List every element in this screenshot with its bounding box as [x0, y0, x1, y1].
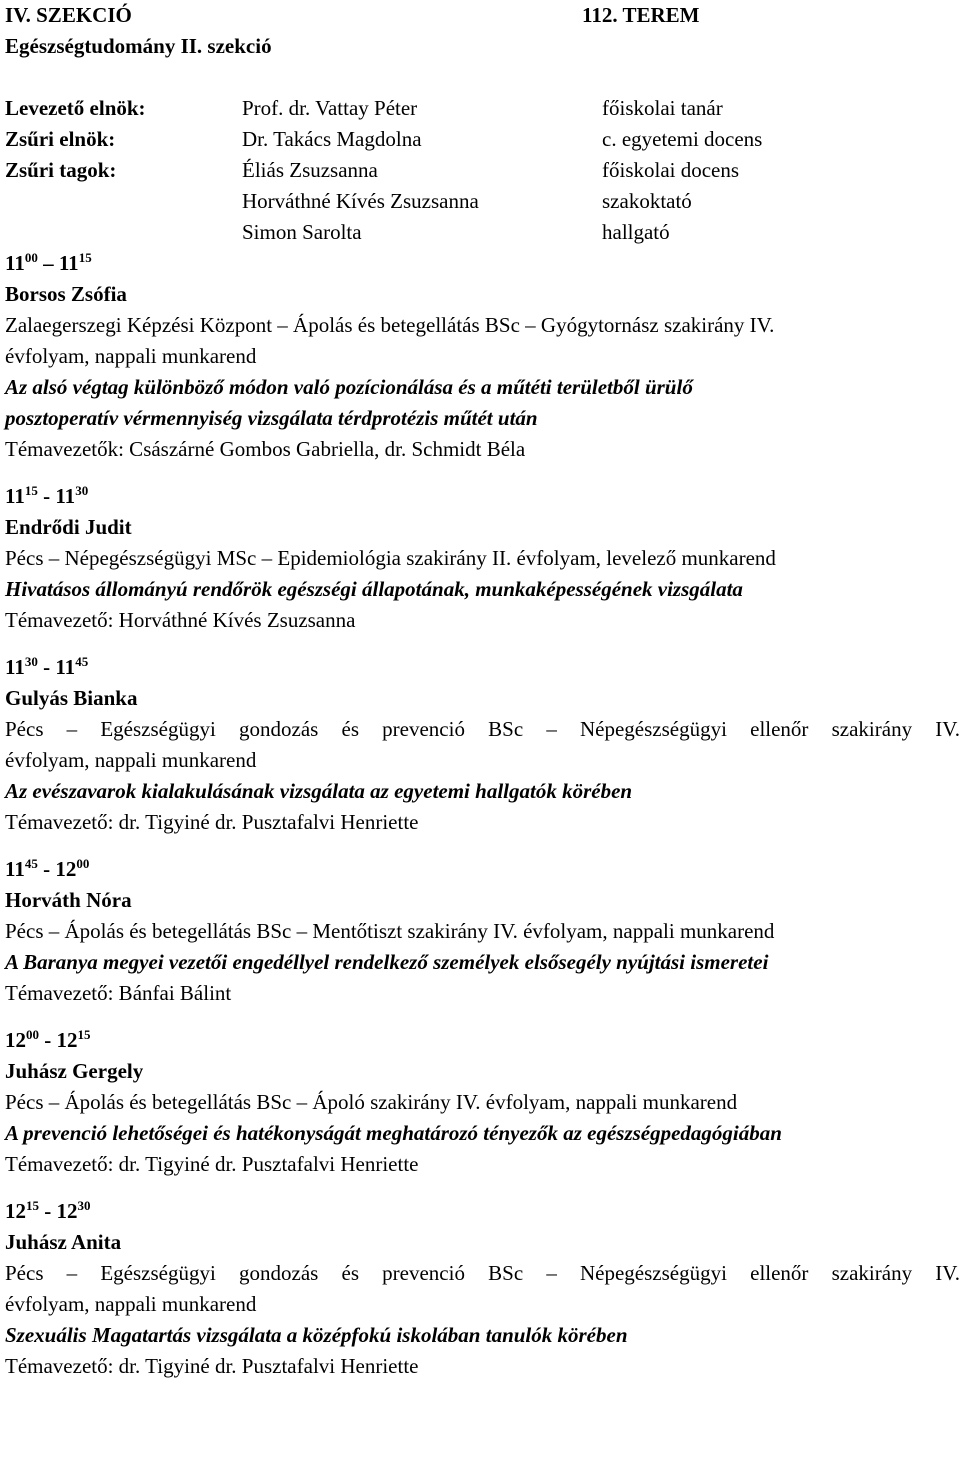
committee-row	[5, 124, 960, 155]
committee-role: Zsűri elnök:	[5, 127, 116, 151]
program-info: Pécs – Egészségügyi gondozás és prevenció BSc – Népegészségügyi ellenőr szakirány IV.	[5, 1261, 960, 1285]
time-slot: $11^{00} - 11^{15}$	[5, 250, 92, 275]
talk-title: A prevenció lehetőségei és hatékonyságát meghatározó tényezők az egészségpedagógiában	[5, 1121, 782, 1145]
committee-name: Simon Sarolta	[242, 220, 362, 244]
committee-row	[5, 186, 960, 217]
committee-name: Horváthné Kívés Zsuzsanna	[242, 189, 479, 213]
supervisor: Témavezető: dr. Tigyiné dr. Pusztafalvi Henriette	[5, 810, 419, 834]
committee-name: Prof. dr. Vattay Péter	[242, 96, 418, 120]
program-info: Pécs – Népegészségügyi MSc – Epidemiológia szakirány II. évfolyam, levelező munkarend	[5, 546, 776, 570]
program-info-cont: évfolyam, nappali munkarend	[5, 1292, 257, 1316]
time-slot: $11^{15} - 11^{30}$	[5, 483, 89, 508]
committee-title: szakoktató	[602, 189, 692, 213]
committee-row	[5, 93, 960, 124]
committee-role: Zsűri tagok:	[5, 158, 117, 182]
presenter-name: Endrődi Judit	[5, 515, 132, 539]
talk-title: Szexuális Magatartás vizsgálata a középfokú iskolában tanulók körében	[5, 1323, 628, 1347]
talk-block	[5, 481, 960, 636]
committee-table	[5, 93, 960, 248]
time-slot: $11^{45} - 12^{00}$	[5, 856, 90, 881]
committee-name: Éliás Zsuzsanna	[242, 158, 378, 182]
section-title: IV. SZEKCIÓ	[5, 3, 132, 27]
committee-row	[5, 155, 960, 186]
time-slot: $12^{00} - 12^{15}$	[5, 1027, 91, 1052]
talk-title-cont: posztoperatív vérmennyiség vizsgálata térdprotézis műtét után	[5, 406, 538, 430]
time-slot: $11^{30} - 11^{45}$	[5, 654, 89, 679]
supervisor: Témavezető: dr. Tigyiné dr. Pusztafalvi Henriette	[5, 1354, 419, 1378]
committee-title: főiskolai docens	[602, 158, 740, 182]
presenter-name: Juhász Gergely	[5, 1059, 144, 1083]
program-info-cont: évfolyam, nappali munkarend	[5, 748, 257, 772]
talk-title: Az evészavarok kialakulásának vizsgálata az egyetemi hallgatók körében	[5, 779, 633, 803]
presenter-name: Borsos Zsófia	[5, 282, 127, 306]
presenter-name: Gulyás Bianka	[5, 686, 138, 710]
presenter-name: Juhász Anita	[5, 1230, 122, 1254]
program-info: Zalaegerszegi Képzési Központ – Ápolás és betegellátás BSc – Gyógytornász szakirány IV.	[5, 313, 775, 337]
supervisor: Témavezető: dr. Tigyiné dr. Pusztafalvi Henriette	[5, 1152, 419, 1176]
committee-title: c. egyetemi docens	[602, 127, 763, 151]
supervisor: Témavezető: Horváthné Kívés Zsuzsanna	[5, 608, 356, 632]
program-info: Pécs – Ápolás és betegellátás BSc – Ápoló szakirány IV. évfolyam, nappali munkarend	[5, 1090, 738, 1114]
section-subtitle: Egészségtudomány II. szekció	[5, 34, 272, 58]
document-page	[5, 0, 960, 1382]
program-info: Pécs – Egészségügyi gondozás és prevenció BSc – Népegészségügyi ellenőr szakirány IV.	[5, 717, 960, 741]
committee-title: hallgató	[602, 220, 670, 244]
talk-block	[5, 854, 960, 1009]
time-slot: $12^{15} - 12^{30}$	[5, 1198, 91, 1223]
committee-row	[5, 217, 960, 248]
talk-title: A Baranya megyei vezetői engedéllyel rendelkező személyek elsősegély nyújtási ismeretei	[5, 950, 769, 974]
talk-title: Hivatásos állományú rendőrök egészségi állapotának, munkaképességének vizsgálata	[5, 577, 743, 601]
talk-block	[5, 1196, 960, 1382]
room-label: 112. TEREM	[582, 3, 700, 27]
presenter-name: Horváth Nóra	[5, 888, 132, 912]
talk-title: Az alsó végtag különböző módon való pozícionálása és a műtéti területből ürülő	[5, 375, 693, 399]
section-header	[5, 0, 960, 31]
committee-role: Levezető elnök:	[5, 96, 146, 120]
talk-block	[5, 248, 960, 465]
supervisor: Témavezetők: Császárné Gombos Gabriella, dr. Schmidt Béla	[5, 437, 526, 461]
talk-block	[5, 1025, 960, 1180]
committee-title: főiskolai tanár	[602, 96, 723, 120]
committee-name: Dr. Takács Magdolna	[242, 127, 422, 151]
supervisor: Témavezető: Bánfai Bálint	[5, 981, 232, 1005]
program-info-cont: évfolyam, nappali munkarend	[5, 344, 257, 368]
program-info: Pécs – Ápolás és betegellátás BSc – Mentőtiszt szakirány IV. évfolyam, nappali munkarend	[5, 919, 775, 943]
talk-block	[5, 652, 960, 838]
